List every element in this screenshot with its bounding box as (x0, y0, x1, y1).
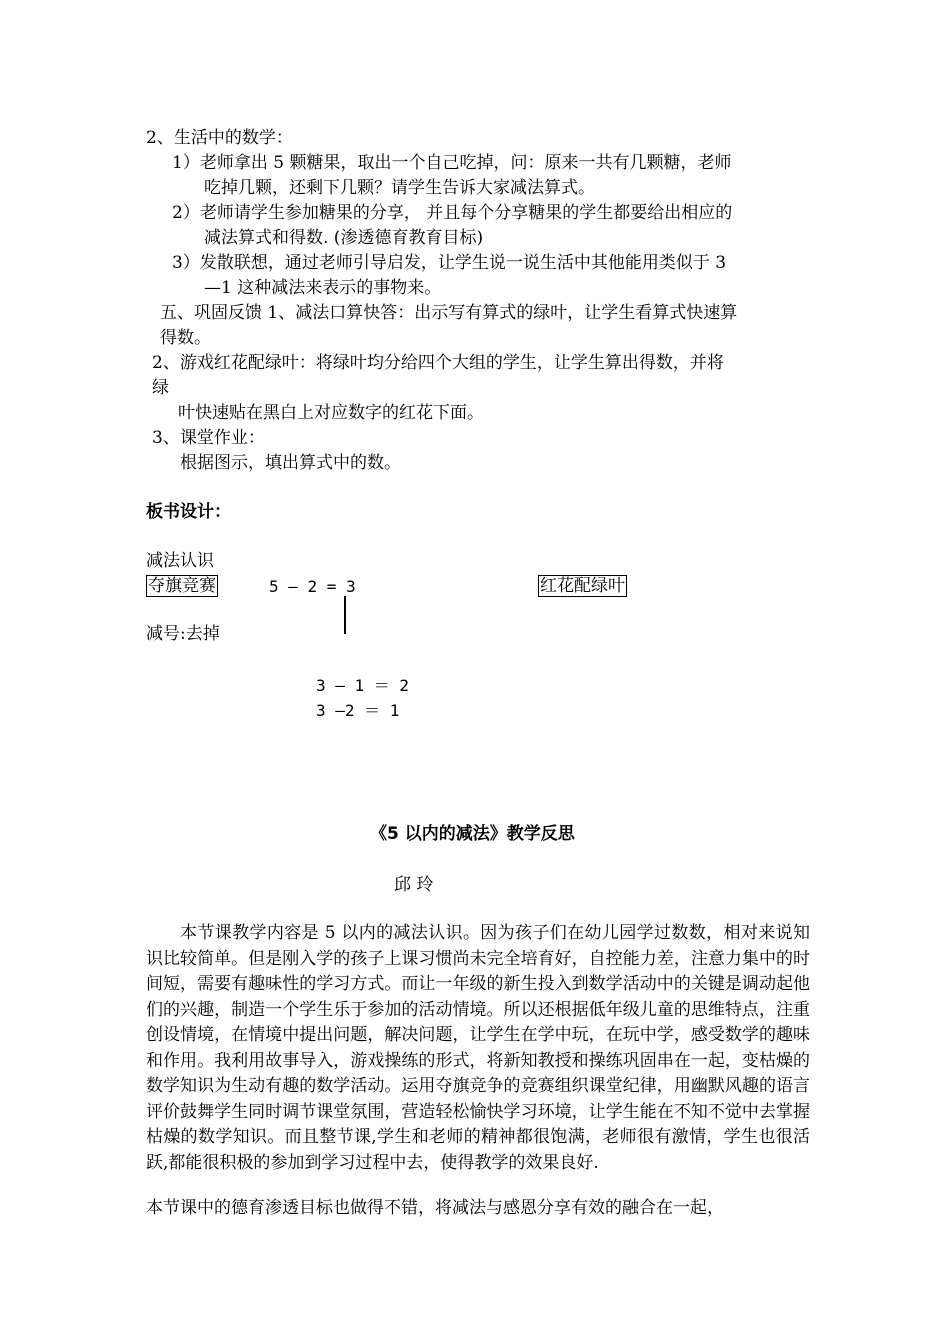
item3-line1: 3）发散联想，通过老师引导启发，让学生说一说生活中其他能用类似于 3 (172, 253, 727, 273)
equation-2: 3 – 1 ＝ 2 (316, 676, 410, 695)
reflection-title: 《5 以内的减法》教学反思 (370, 824, 575, 844)
flag-contest-box (146, 574, 218, 598)
item1-line2: 吃掉几颗，还剩下几颗？请学生告诉大家减法算式。 (204, 178, 595, 198)
reflection-paragraph: 本节课教学内容是 5 以内的减法认识。因为孩子们在幼儿园学过数数，相对来说知识比较简单。但是刚入学的孩子上课习惯尚未完全培育好，自控能力差，注意力集中的时间短，需要有趣味性的学习方式。而让一年级的新生投入到数学活动中的关键是调动起他们的兴趣，制造一个学生乐于参加的活动情境。所以还根据低年级儿童的思维特点，注重创设情境，在情境中提出问题，解决问题，让学生在学中玩，在玩中学，感受数学的趣味和作用。我利用故事导入，游戏操练的形式，将新知教授和操练巩固串在一起，变枯燥的数学知识为生动有趣的数学活动。运用夺旗竞争的竞赛组织课堂纪律，用幽默风趣的语言评价鼓舞学生同时调节课堂氛围，营造轻松愉快学习环境，让学生能在不知不觉中去掌握枯燥的数学知识。而且整节课,学生和老师的精神都很饱满，老师很有激情，学生也很活跃,都能很积极的参加到学习过程中去，使得教学的效果良好. (146, 923, 810, 1173)
red-flower-box (538, 574, 627, 598)
board-topic: 减法认识 (146, 551, 214, 571)
game-line3: 叶快速贴在黑白上对应数字的红花下面。 (178, 403, 484, 423)
flag-contest-label: 夺旗竞赛 (148, 576, 216, 596)
consolidation-line1: 五、巩固反馈 1、减法口算快答：出示写有算式的绿叶，让学生看算式快速算 (160, 303, 738, 323)
item1-line1: 1）老师拿出 5 颗糖果，取出一个自己吃掉，问：原来一共有几颗糖，老师 (172, 153, 732, 173)
item2-line1: 2）老师请学生参加糖果的分享， 并且每个分享糖果的学生都要给出相应的 (172, 203, 733, 223)
homework-text: 根据图示，填出算式中的数。 (180, 453, 401, 473)
red-flower-label: 红花配绿叶 (540, 576, 625, 596)
item2-line2: 减法算式和得数. (渗透德育教育目标) (204, 228, 484, 248)
homework-heading: 3、课堂作业： (152, 428, 265, 448)
game-line1: 2、游戏红花配绿叶：将绿叶均分给四个大组的学生，让学生算出得数，并将 (152, 353, 724, 373)
minus-sign-label: 减号:去掉 (146, 624, 220, 644)
board-design-heading: 板书设计： (146, 502, 231, 522)
item3-line2: —1 这种减法来表示的事物来。 (204, 278, 442, 298)
equation-3: 3 –2 ＝ 1 (316, 701, 400, 720)
reflection-author: 邱 玲 (394, 875, 434, 895)
connector-line (344, 596, 346, 634)
consolidation-line2: 得数。 (160, 328, 211, 348)
game-line2: 绿 (152, 378, 169, 398)
equation-main: 5 – 2 = 3 (269, 577, 356, 596)
reflection-last-line: 本节课中的德育渗透目标也做得不错，将减法与感恩分享有效的融合在一起， (146, 1198, 724, 1218)
math-in-life-heading: 2、生活中的数学： (146, 128, 293, 148)
